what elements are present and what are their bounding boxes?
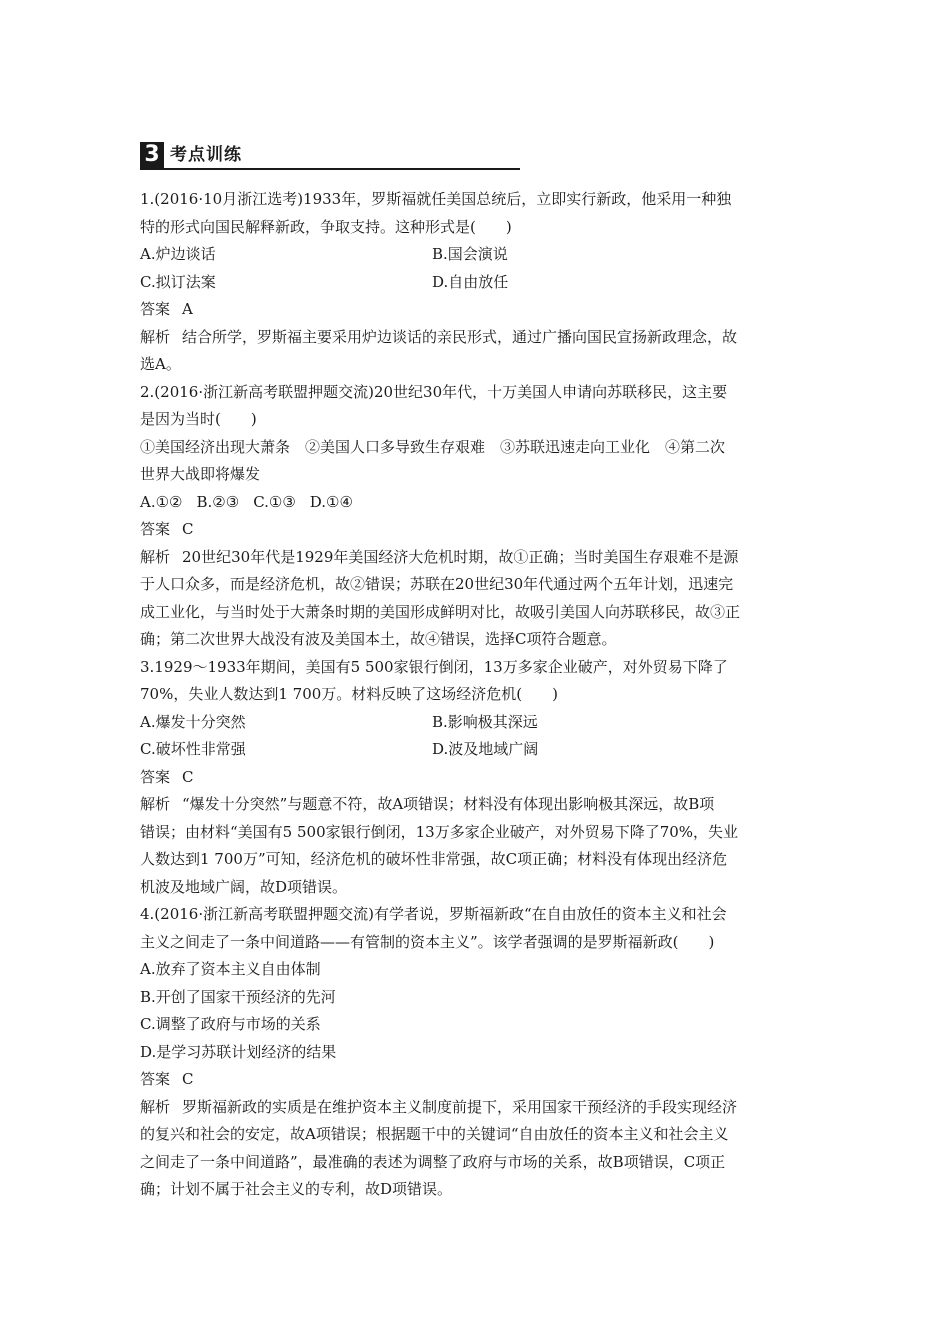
section-underline [140, 168, 520, 170]
option-b: B.②③ [196, 492, 240, 511]
answer-label: 答案 [140, 520, 171, 538]
answer-label: 答案 [140, 300, 171, 318]
analysis-text: 选A。 [140, 355, 181, 373]
analysis-label: 解析 [140, 547, 171, 566]
answer-value: A [182, 300, 193, 318]
option-d: D.是学习苏联计划经济的结果 [140, 1042, 337, 1061]
analysis-line [140, 544, 812, 572]
section-header [140, 142, 520, 170]
question-3 [140, 654, 812, 902]
answer-value: C [182, 1070, 194, 1088]
analysis-text: 确；第二次世界大战没有波及美国本土，故④错误，选择C项符合题意。 [140, 630, 617, 648]
question-stem-line: ①美国经济出现大萧条 ②美国人口多导致生存艰难 ③苏联迅速走向工业化 ④第二次 [140, 437, 726, 456]
answer-value: C [182, 767, 194, 786]
question-stem-line: 70%，失业人数达到1 700万。材料反映了这场经济危机( ) [140, 685, 558, 703]
option-a: A.炉边谈话 [140, 245, 216, 263]
analysis-text: 确；计划不属于社会主义的专利，故D项错误。 [140, 1180, 453, 1198]
option-d: D.自由放任 [432, 272, 509, 291]
analysis-text: 的复兴和社会的安定，故A项错误；根据题干中的关键词“自由放任的资本主义和社会主义 [140, 1125, 729, 1143]
option-b: B.开创了国家干预经济的先河 [140, 987, 336, 1006]
question-stem-line: 2.(2016·浙江新高考联盟押题交流)20世纪30年代，十万美国人申请向苏联移民，这主要 [140, 382, 728, 401]
question-4 [140, 901, 812, 1204]
question-stem-line: 世界大战即将爆发 [140, 465, 261, 483]
section-number-badge: 3 [140, 142, 164, 168]
answer-label: 答案 [140, 767, 171, 786]
option-row [140, 736, 812, 764]
option-d: D.波及地域广阔 [432, 740, 539, 758]
analysis-label: 解析 [140, 327, 171, 346]
option-row [140, 269, 812, 297]
analysis-text: 机波及地域广阔，故D项错误。 [140, 877, 348, 896]
question-stem-line: 3.1929～1933年期间，美国有5 500家银行倒闭，13万多家企业破产，对外贸易下降了 [140, 657, 728, 676]
answer-label: 答案 [140, 1070, 171, 1088]
option-a: A.①② [140, 492, 183, 511]
analysis-text: 20世纪30年代是1929年美国经济大危机时期，故①正确；当时美国生存艰难不是源 [182, 547, 739, 566]
question-1 [140, 186, 812, 379]
option-b: B.影响极其深远 [432, 712, 538, 731]
option-c: C.调整了政府与市场的关系 [140, 1015, 321, 1033]
analysis-text: 罗斯福新政的实质是在维护资本主义制度前提下，采用国家干预经济的手段实现经济 [182, 1097, 738, 1116]
answer-line [140, 764, 812, 792]
question-stem-line: 4.(2016·浙江新高考联盟押题交流)有学者说，罗斯福新政“在自由放任的资本主义和社会 [140, 905, 727, 923]
option-a: A.放弃了资本主义自由体制 [140, 960, 321, 978]
answer-value: C [182, 520, 194, 538]
question-stem-line: 特的形式向国民解释新政，争取支持。这种形式是( ) [140, 217, 512, 236]
analysis-text: 于人口众多，而是经济危机，故②错误；苏联在20世纪30年代通过两个五年计划，迅速完 [140, 575, 734, 593]
question-stem-line: 是因为当时( ) [140, 410, 257, 428]
question-stem-line: 1.(2016·10月浙江选考)1933年，罗斯福就任美国总统后，立即实行新政，他采用一种独 [140, 190, 732, 208]
analysis-label: 解析 [140, 1097, 171, 1116]
analysis-text: 错误；由材料“美国有5 500家银行倒闭，13万多家企业破产，对外贸易下降了70%，失业 [140, 822, 739, 841]
option-row [140, 709, 812, 737]
question-list [140, 186, 812, 1204]
analysis-line [140, 324, 812, 352]
option-c: C.①③ [253, 492, 296, 511]
option-c: C.拟订法案 [140, 272, 216, 291]
question-2 [140, 379, 812, 654]
analysis-line [140, 1094, 812, 1122]
analysis-text: 结合所学，罗斯福主要采用炉边谈话的亲民形式，通过广播向国民宣扬新政理念，故 [182, 327, 738, 346]
answer-line [140, 516, 812, 544]
option-d: D.①④ [309, 492, 353, 511]
answer-line [140, 1066, 812, 1094]
analysis-label: 解析 [140, 795, 171, 813]
analysis-text: “爆发十分突然”与题意不符，故A项错误；材料没有体现出影响极其深远，故B项 [182, 795, 715, 813]
option-row [140, 241, 812, 269]
question-stem-line: 主义之间走了一条中间道路——有管制的资本主义”。该学者强调的是罗斯福新政( ) [140, 932, 715, 951]
option-c: C.破坏性非常强 [140, 740, 246, 758]
answer-line [140, 296, 812, 324]
option-b: B.国会演说 [432, 245, 508, 263]
option-row [140, 489, 812, 517]
analysis-text: 成工业化，与当时处于大萧条时期的美国形成鲜明对比，故吸引美国人向苏联移民，故③正 [140, 602, 741, 621]
analysis-line [140, 791, 812, 819]
option-a: A.爆发十分突然 [140, 712, 246, 731]
section-title: 考点训练 [170, 145, 242, 165]
analysis-text: 人数达到1 700万”可知，经济危机的破坏性非常强，故C项正确；材料没有体现出经济危 [140, 850, 728, 868]
analysis-text: 之间走了一条中间道路”，最准确的表述为调整了政府与市场的关系，故B项错误，C项正 [140, 1152, 726, 1171]
